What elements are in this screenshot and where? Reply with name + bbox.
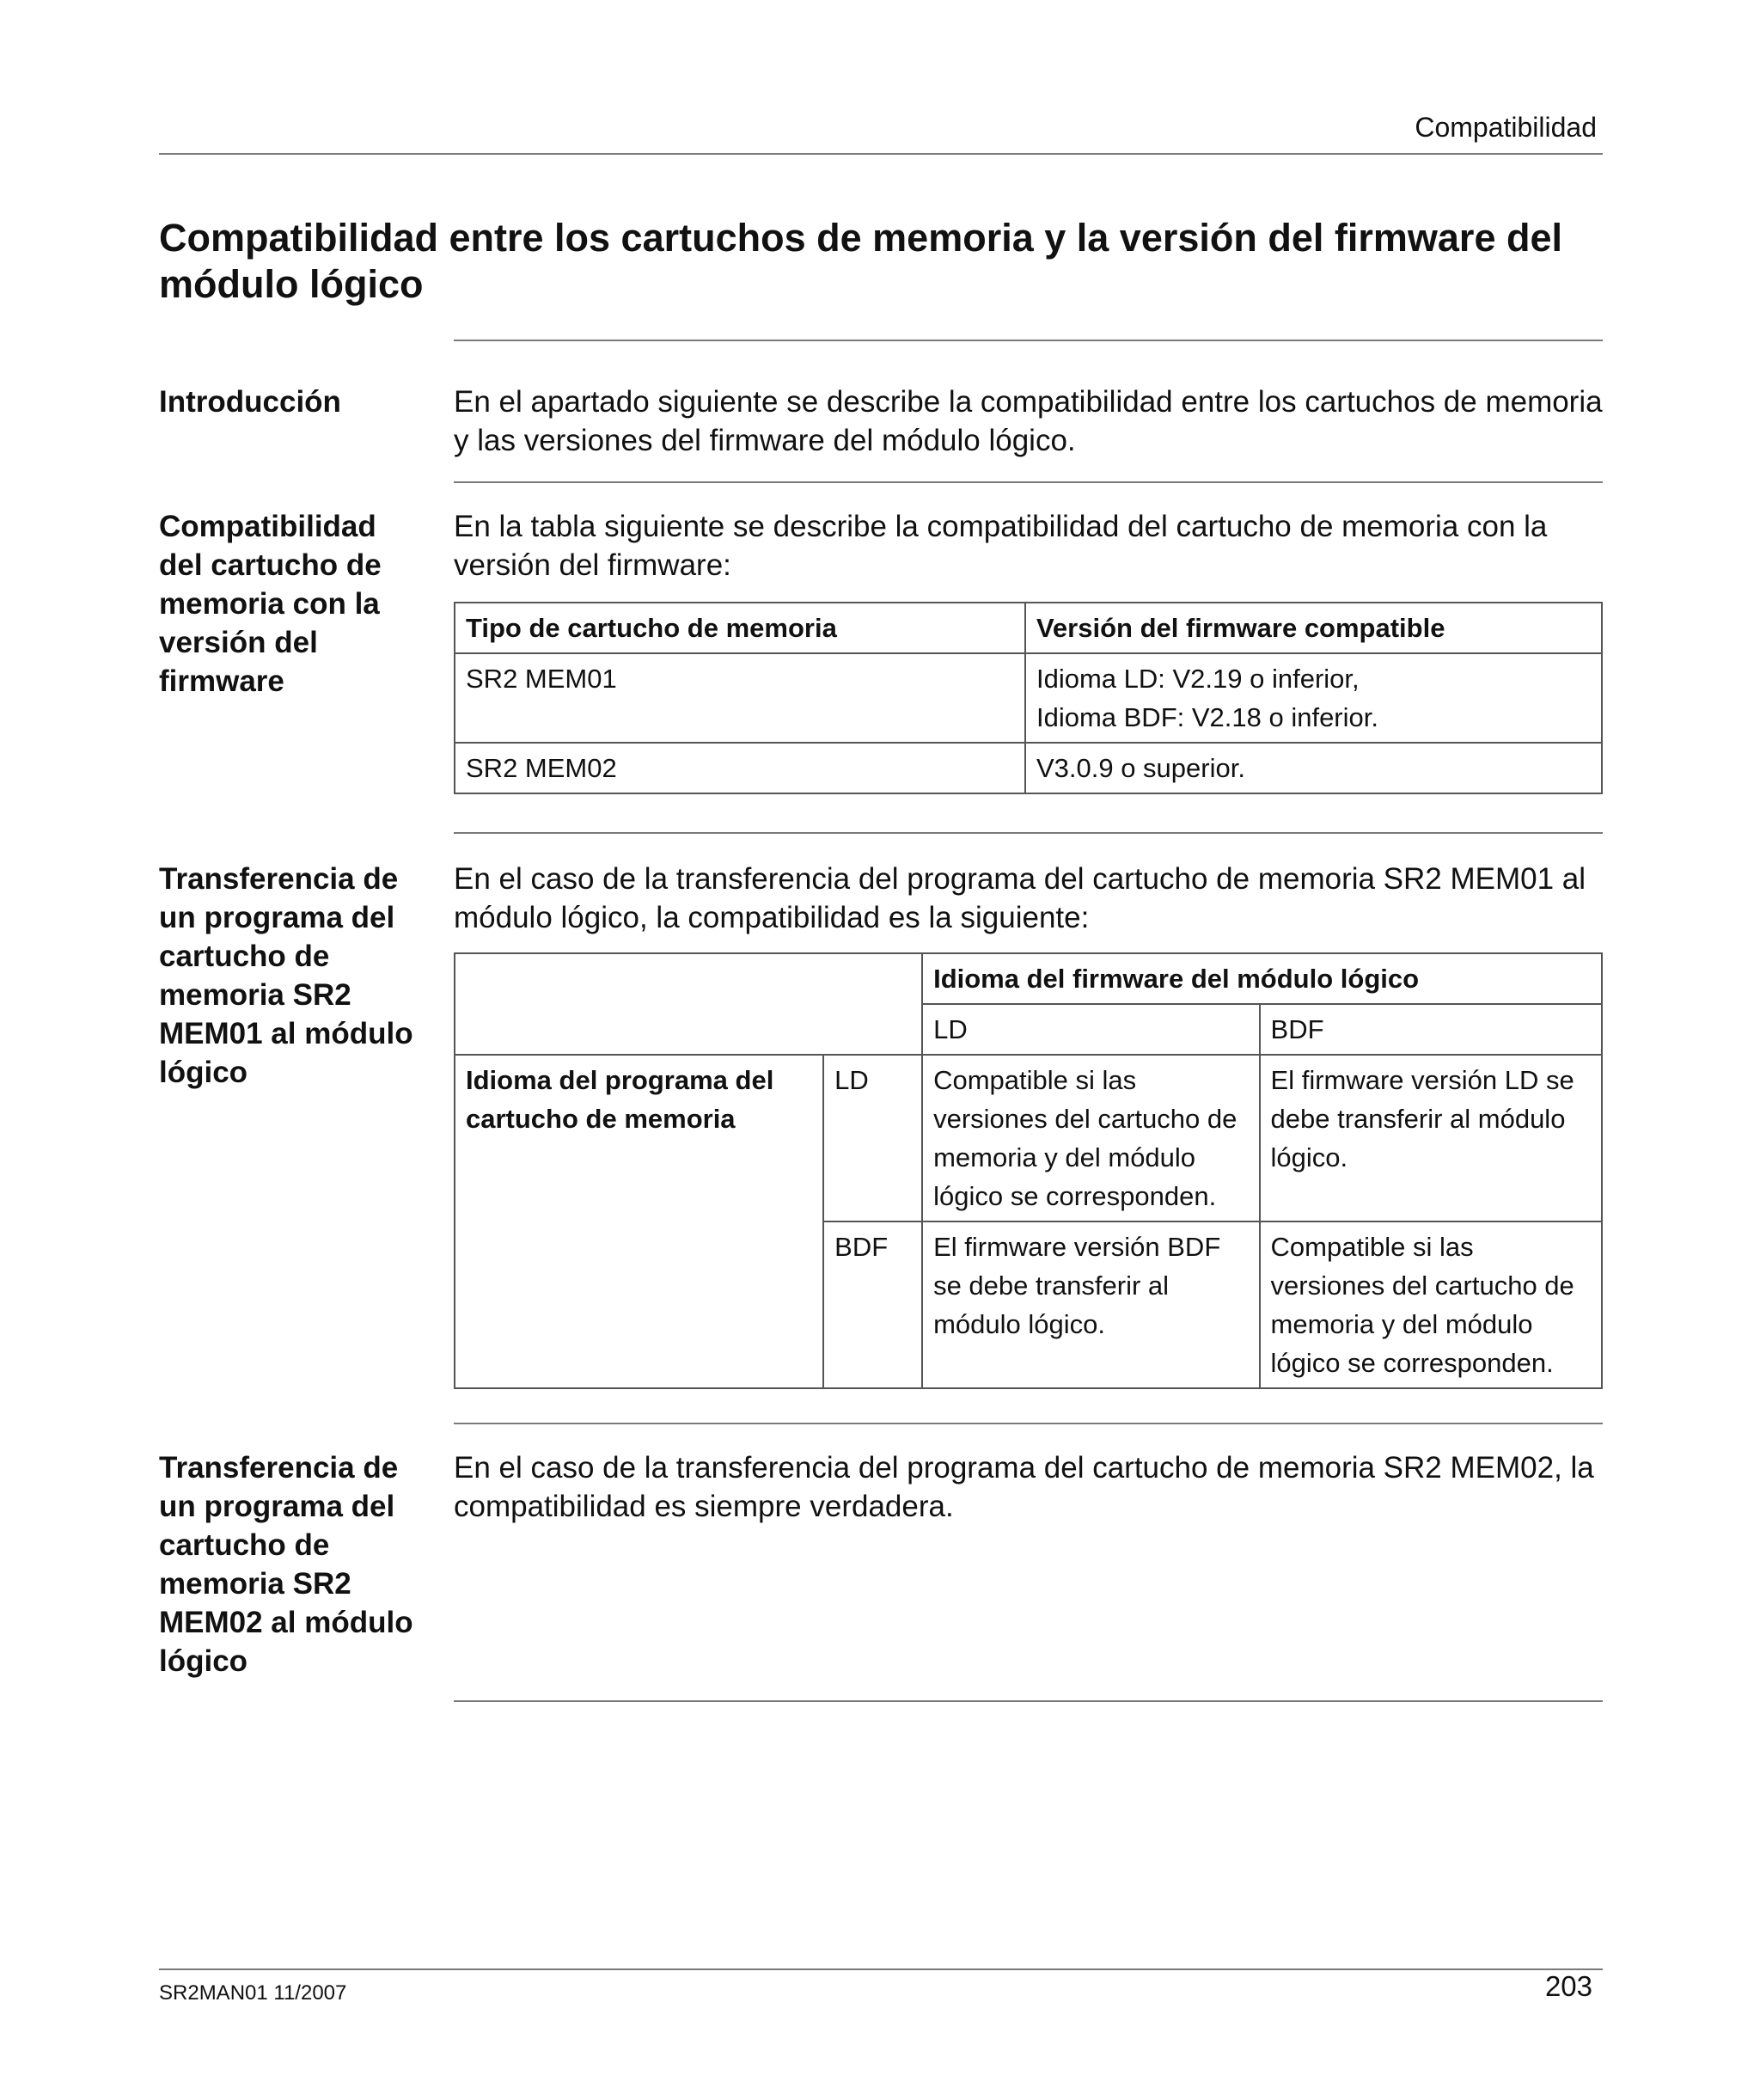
col-header-type: Tipo de cartucho de memoria [455, 603, 1025, 653]
cell-ld-bdf: El firmware versión LD se debe transferir al módulo lógico. [1260, 1055, 1602, 1221]
intro-paragraph: En el apartado siguiente se describe la compatibilidad entre los cartuchos de memoria y las versiones del firmware del módulo lógico. [454, 385, 1603, 457]
row-label-ld: LD [823, 1055, 922, 1221]
transfer-mem01-text [454, 860, 1605, 937]
table-row [455, 1055, 1602, 1221]
cell-bdf-bdf: Compatible si las versiones del cartucho de memoria y del módulo lógico se corresponden. [1260, 1221, 1602, 1388]
page-number: 203 [1544, 1970, 1592, 2002]
running-head: Compatibilidad [1415, 112, 1597, 143]
compat-label: Compatibilidad del cartucho de memoria con la versión del firmware [159, 510, 382, 698]
version-line: V3.0.9 o superior. [1036, 753, 1245, 783]
intro-label: Introducción [159, 385, 341, 419]
table-header-row [455, 603, 1602, 653]
firmware-bdf-header: BDF [1260, 1004, 1602, 1055]
cell-ld-ld: Compatible si las versiones del cartucho de memoria y del módulo lógico se corresponden. [922, 1055, 1259, 1221]
firmware-header: Idioma del firmware del módulo lógico [922, 953, 1602, 1004]
version-line: Idioma LD: V2.19 o inferior, [1036, 664, 1360, 694]
section-divider [454, 1423, 1603, 1424]
empty-corner-cell [455, 953, 922, 1055]
program-header: Idioma del programa del cartucho de memoria [455, 1055, 823, 1388]
compat-text [454, 507, 1605, 585]
transfer-mem02-text [454, 1448, 1605, 1526]
transfer-mem02-paragraph: En el caso de la transferencia del programa del cartucho de memoria SR2 MEM02, la compatibilidad es siempre verdadera. [454, 1451, 1594, 1523]
header-rule [159, 153, 1603, 155]
transfer-mem01-paragraph: En el caso de la transferencia del programa del cartucho de memoria SR2 MEM01 al módulo lógico, la compatibilidad es la siguiente: [454, 862, 1586, 934]
cell-version [1025, 743, 1602, 793]
firmware-ld-header: LD [922, 1004, 1259, 1055]
transfer-mem01-label: Transferencia de un programa del cartucho de memoria SR2 MEM01 al módulo lógico [159, 862, 413, 1089]
row-label-bdf: BDF [823, 1221, 922, 1388]
table-row [455, 653, 1602, 743]
page-title: Compatibilidad entre los cartuchos de memoria y la versión del firmware del módulo lógico [159, 216, 1562, 306]
version-line: Idioma BDF: V2.18 o inferior. [1036, 702, 1378, 732]
footer-rule [159, 1968, 1603, 1970]
intro-text [454, 383, 1605, 460]
table-header-row [455, 953, 1602, 1004]
col-header-version: Versión del firmware compatible [1025, 603, 1602, 653]
transfer-mem02-label: Transferencia de un programa del cartucho de memoria SR2 MEM02 al módulo lógico [159, 1451, 413, 1678]
cell-type: SR2 MEM01 [455, 653, 1025, 743]
section-divider [454, 340, 1603, 341]
section-divider [454, 481, 1603, 483]
section-divider [454, 832, 1603, 834]
compat-table [454, 602, 1603, 794]
table-row [455, 743, 1602, 793]
compat-paragraph: En la tabla siguiente se describe la compatibilidad del cartucho de memoria con la versión del firmware: [454, 510, 1548, 582]
cell-type: SR2 MEM02 [455, 743, 1025, 793]
footer-doc-ref: SR2MAN01 11/2007 [159, 1981, 347, 2005]
cell-version [1025, 653, 1602, 743]
cell-bdf-ld: El firmware versión BDF se debe transferir al módulo lógico. [922, 1221, 1259, 1388]
transfer-table [454, 952, 1603, 1389]
section-divider [454, 1700, 1603, 1702]
